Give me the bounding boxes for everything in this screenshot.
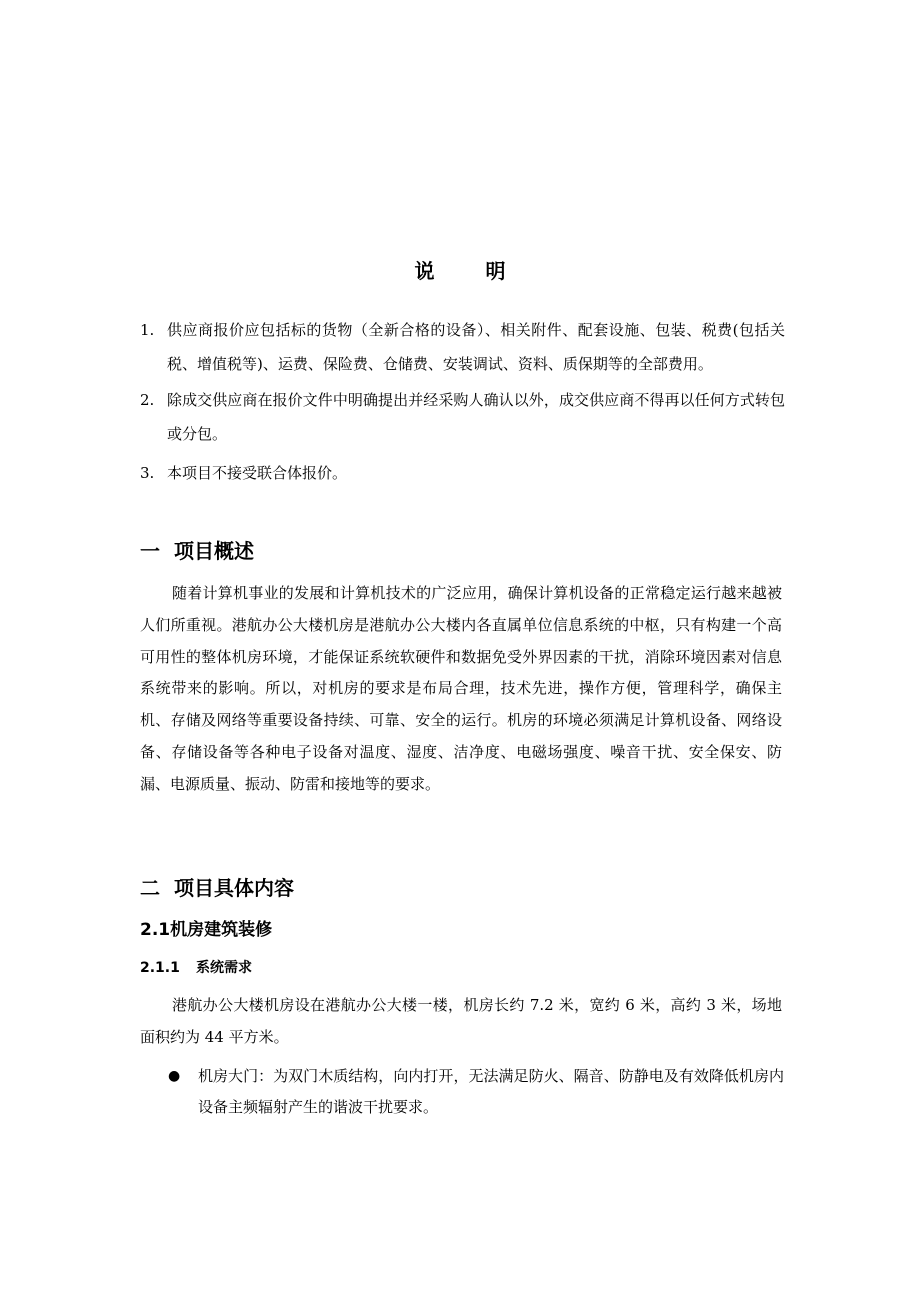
- note-item-3: [140, 456, 785, 490]
- subsection-title: 机房建筑装修: [170, 920, 273, 940]
- section-heading-1: [140, 536, 254, 566]
- subsubsection-number: 2.1.1: [140, 960, 180, 976]
- section-number: 二: [140, 876, 160, 900]
- section-1-paragraph: 随着计算机事业的发展和计算机技术的广泛应用，确保计算机设备的正常稳定运行越来越被人们所重视。港航办公大楼机房是港航办公大楼内各直属单位信息系统的中枢，只有构建一个高可用性的整体机房环境，才能保证系统软硬件和数据免受外界因素的干扰，消除环境因素对信息系统带来的影响。所以，对机房的要求是布局合理，技术先进，操作方便，管理科学，确保主机、存储及网络等重要设备持续、可靠、安全的运行。机房的环境必须满足计算机设备、网络设备、存储设备等各种电子设备对温度、湿度、洁净度、电磁场强度、噪音干扰、安全保安、防漏、电源质量、振动、防雷和接地等的要求。: [140, 584, 782, 793]
- note-number: 2.: [140, 391, 155, 409]
- note-number: 1.: [140, 321, 155, 339]
- note-item-2: [140, 383, 785, 451]
- subsection-heading: [140, 917, 272, 943]
- note-item-1: [140, 313, 785, 381]
- note-text: 本项目不接受联合体报价。: [167, 464, 348, 482]
- subsection-number: 2.1: [140, 920, 171, 940]
- bullet-text: 机房大门：为双门木质结构，向内打开，无法满足防火、隔音、防静电及有效降低机房内设备主频辐射产生的谐波干扰要求。: [198, 1067, 784, 1116]
- note-number: 3.: [140, 464, 155, 482]
- note-text: 除成交供应商在报价文件中明确提出并经采购人确认以外，成交供应商不得再以任何方式转包或分包。: [167, 391, 785, 443]
- subsubsection-title: 系统需求: [196, 960, 252, 976]
- note-text: 供应商报价应包括标的货物（全新合格的设备）、相关附件、配套设施、包装、税费(包括关税、增值税等)、运费、保险费、仓储费、安装调试、资料、质保期等的全部费用。: [167, 321, 785, 373]
- section-title: 项目概述: [174, 539, 254, 563]
- bullet-dot-icon: ●: [168, 1068, 181, 1084]
- subsubsection-heading: [140, 957, 252, 979]
- document-title: 说 明: [414, 259, 528, 283]
- section-number: 一: [140, 539, 160, 563]
- bullet-item: [168, 1061, 784, 1123]
- section-heading-2: [140, 873, 294, 903]
- section-title: 项目具体内容: [174, 876, 294, 900]
- subsubsection-paragraph: 港航办公大楼机房设在港航办公大楼一楼，机房长约 7.2 米，宽约 6 米，高约 3 米，场地面积约为 44 平方米。: [140, 996, 782, 1046]
